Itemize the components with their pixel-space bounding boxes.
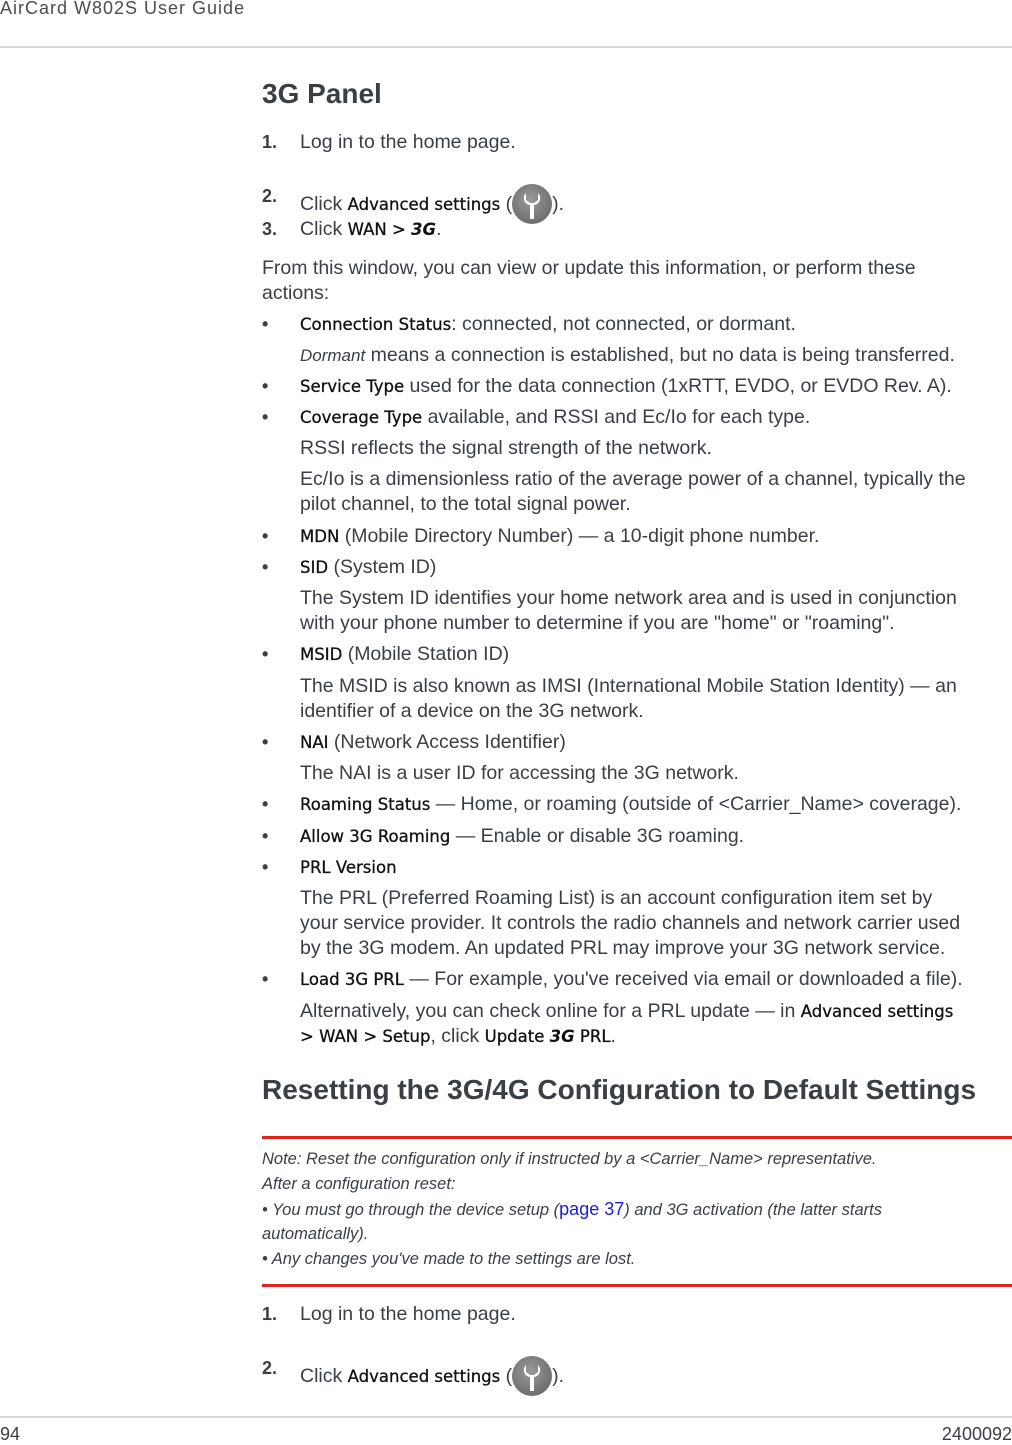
dormant-description: Dormant means a connection is established, but no data is being transferred.	[300, 344, 955, 366]
step-2: 2. Click Advanced settings ( ).	[262, 184, 564, 224]
advanced-settings-label: Advanced settings	[347, 195, 501, 214]
bullet-load-3g-prl: • Load 3G PRL — For example, you've received via email or downloaded a file).	[262, 968, 963, 990]
note-line-3: • You must go through the device setup (page 37) and 3G activation (the latter starts	[262, 1199, 882, 1219]
note-line-4: automatically).	[262, 1225, 369, 1243]
note-line-2: After a configuration reset:	[262, 1175, 456, 1193]
document-header-title: AirCard W802S User Guide	[0, 0, 246, 18]
rssi-description: RSSI reflects the signal strength of the network.	[300, 437, 712, 459]
prl-update-description-1: Alternatively, you can check online for a PRL update — in Advanced settings	[300, 1000, 954, 1022]
bullet-allow-3g-roaming: • Allow 3G Roaming — Enable or disable 3G roaming.	[262, 825, 745, 847]
bullet-service-type: • Service Type used for the data connection (1xRTT, EVDO, or EVDO Rev. A).	[262, 375, 952, 397]
msid-description-1: The MSID is also known as IMSI (International Mobile Station Identity) — an	[300, 675, 957, 697]
sid-description-2: with your phone number to determine if you are "home" or "roaming".	[300, 612, 895, 634]
wrench-icon	[512, 1356, 552, 1396]
bullet-connection-status: • Connection Status: connected, not connected, or dormant.	[262, 313, 796, 335]
bullet-prl-version: • PRL Version	[262, 857, 397, 877]
page-number: 94	[0, 1424, 21, 1444]
note-bottom-rule	[262, 1284, 1012, 1287]
section-title-reset: Resetting the 3G/4G Configuration to Default Settings	[262, 1074, 977, 1105]
wan-label: WAN >	[347, 220, 412, 239]
3g-label: 3G	[411, 220, 437, 239]
bullet-coverage-type: • Coverage Type available, and RSSI and Ec/Io for each type.	[262, 406, 811, 428]
nai-description: The NAI is a user ID for accessing the 3G network.	[300, 762, 739, 784]
advanced-settings-label: Advanced settings	[347, 1367, 501, 1386]
wrench-icon	[512, 184, 552, 224]
sid-description-1: The System ID identifies your home network area and is used in conjunction	[300, 587, 957, 609]
reset-step-2: 2. Click Advanced settings ( ).	[262, 1356, 564, 1396]
intro-text-2: actions:	[262, 282, 330, 304]
page-37-link[interactable]: page 37	[559, 1199, 625, 1219]
prl-description-3: by the 3G modem. An updated PRL may improve your 3G network service.	[300, 937, 946, 959]
note-line-1: Note: Reset the configuration only if instructed by a <Carrier_Name> representative.	[262, 1150, 877, 1168]
intro-text: From this window, you can view or update this information, or perform these	[262, 257, 916, 279]
prl-description-1: The PRL (Preferred Roaming List) is an account configuration item set by	[300, 887, 933, 909]
bullet-mdn: • MDN (Mobile Directory Number) — a 10-digit phone number.	[262, 525, 820, 547]
reset-step-1: 1. Log in to the home page.	[262, 1303, 516, 1325]
footer-rule	[0, 1416, 1012, 1418]
note-line-5: • Any changes you've made to the settings are lost.	[262, 1250, 636, 1268]
bullet-roaming-status: • Roaming Status — Home, or roaming (outside of <Carrier_Name> coverage).	[262, 793, 962, 815]
step-1: 1. Log in to the home page.	[262, 131, 516, 153]
bullet-sid: • SID (System ID)	[262, 556, 437, 578]
note-top-rule	[262, 1136, 1012, 1139]
header-rule	[0, 46, 1012, 48]
step-3: 3. Click WAN > 3G.	[262, 218, 442, 240]
document-id: 2400092	[941, 1424, 1012, 1444]
msid-description-2: identifier of a device on the 3G network.	[300, 700, 644, 722]
bullet-nai: • NAI (Network Access Identifier)	[262, 731, 566, 753]
ecio-description-1: Ec/Io is a dimensionless ratio of the average power of a channel, typically the	[300, 468, 966, 490]
bullet-msid: • MSID (Mobile Station ID)	[262, 643, 510, 665]
ecio-description-2: pilot channel, to the total signal power.	[300, 493, 631, 515]
section-title-3g-panel: 3G Panel	[262, 78, 382, 109]
prl-description-2: your service provider. It controls the radio channels and network carrier used	[300, 912, 961, 934]
prl-update-description-2: > WAN > Setup, click Update 3G PRL.	[300, 1025, 616, 1047]
